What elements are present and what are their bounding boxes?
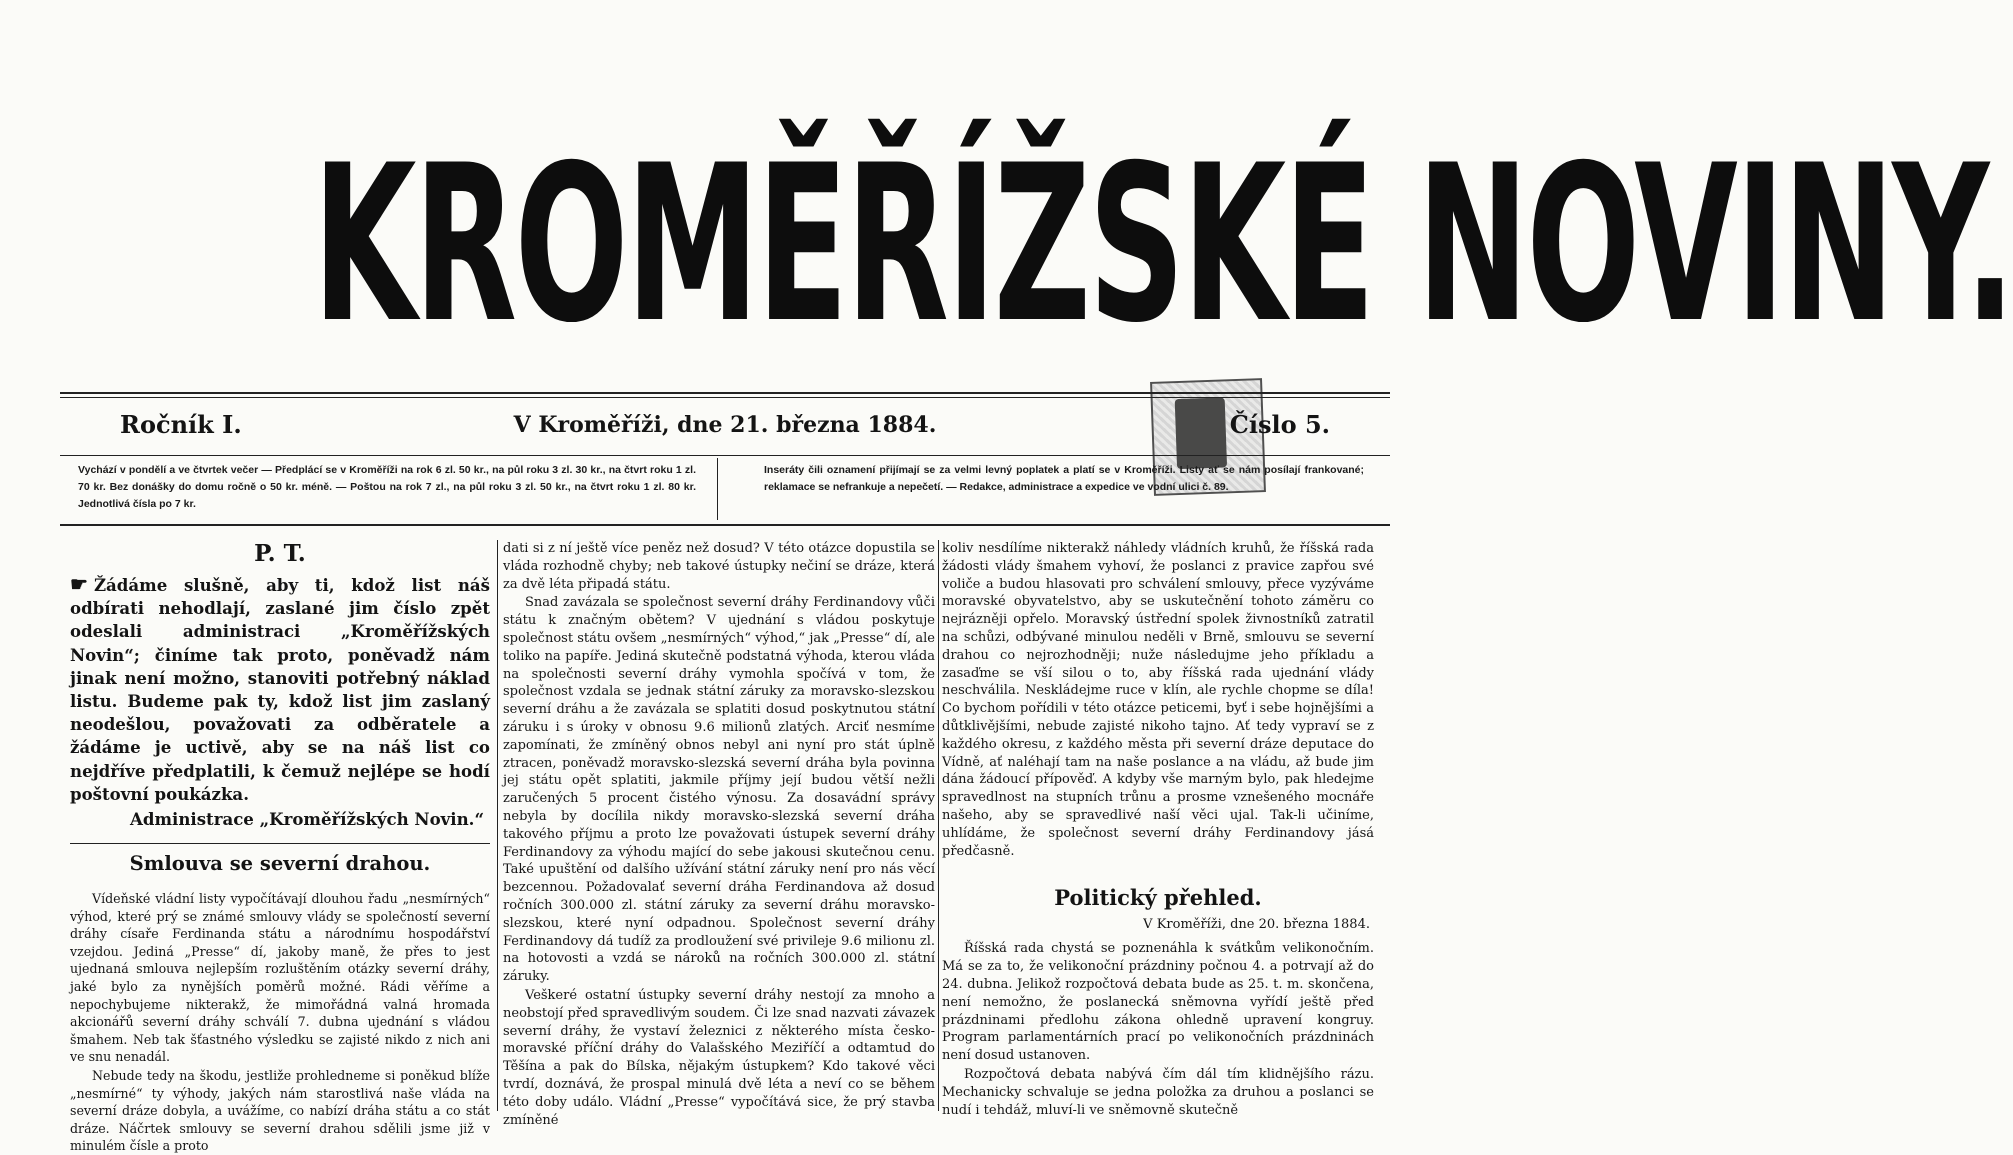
- article-title-politicky-prehled: Politický přehled.: [1054, 885, 1262, 911]
- article-paragraph: Vídeňské vládní listy vypočítávají dlouhou řadu „nesmírných“ výhod, které prý se známé smlouvy vlády se společností severní dráhy císaře Ferdinanda státu a národnímu hospodářství vzejdou. Jediná „Presse“ dí, jakoby maně, že přes to jest ujednaná smlouva nejlepším rozluštěním otázky severní dráhy, jaké bylo za nynějších poměrů možné. Rádi věříme a nepochybujeme nikterakž, že mimořádná valná hromada akcionářů severní dráhy schválí 7. dubna ujednání s vládou šmahem. Neb tak šťastného výsledku se zajisté nikdo z nich ani ve snu nenadál.: [70, 891, 490, 1065]
- column-1: [70, 540, 490, 1154]
- column-2: [503, 540, 935, 1128]
- masthead-rule-bottom: [60, 397, 1390, 398]
- pt-heading: P. T.: [254, 540, 306, 567]
- column-divider-1: [497, 540, 498, 1111]
- volume-label: Ročník I.: [120, 410, 242, 439]
- section-dateline: V Kroměříži, dne 20. března 1884.: [1143, 917, 1370, 933]
- column-3: [942, 540, 1374, 1118]
- masthead-title: KROMĚŘÍŽSKÉ NOVINY.: [312, 119, 2013, 370]
- notice-rule-top: [60, 455, 1390, 456]
- article-title-smlouva: Smlouva se severní drahou.: [129, 852, 431, 876]
- pt-signature: Administrace „Kroměřížských Novin.“: [129, 809, 484, 830]
- pt-notice-text: Žádáme slušně, aby ti, kdož list náš odbírati nehodlají, zaslané jim číslo zpět odeslali administraci „Kroměřížských Novin“; činíme tak proto, poněvadž nám jinak není možno, stanoviti potřebný náklad listu. Budeme pak ty, kdož list jim zaslaný neodešlou, považovati za odběratele a žádáme je uctivě, aby se na náš list co nejdříve předplatili, k čemuž nejlépe se hodí poštovní poukázka.: [70, 575, 490, 804]
- notice-rule-bottom: [60, 524, 1390, 526]
- subscription-notice: Vychází v pondělí a ve čtvrtek večer — Předplácí se v Kroměříži na rok 6 zl. 50 kr., na půl roku 3 zl. 30 kr., na čtvrt roku 1 zl. 70 kr. Bez donášky do domu ročně o 50 kr. méně. — Poštou na rok 7 zl., na půl roku 3 zl. 50 kr., na čtvrt roku 1 zl. 80 kr. Jednotlivá čísla po 7 kr.: [78, 464, 696, 510]
- pt-notice: [70, 574, 490, 806]
- article-paragraph: Rozpočtová debata nabývá čím dál tím klidnějšího rázu. Mechanicky schvaluje se jedna položka za druhou a poslanci se nudí i tehdáž, mluví-li ve sněmovně skutečně: [942, 1066, 1374, 1118]
- column-divider-2: [938, 540, 939, 1111]
- article-paragraph: dati si z ní ještě více peněz než dosud? V této otázce dopustila se vláda rozhodně chyby; neb takové ústupky nečiní se dráze, která za dvě léta připadá státu.: [503, 541, 935, 592]
- article-paragraph: Veškeré ostatní ústupky severní dráhy nestojí za mnoho a neobstojí před spravedlivým soudem. Či lze snad nazvati závazek severní dráhy, že vystaví železnici z některého místa česko-moravské příční dráhy do Valašského Meziříčí a odtamtud do Těšína a pak do Bílska, nějakým ústupkem? Kdo takové věci tvrdí, doznává, že prospal minulá dvě léta a neví co se během této doby událo. Vládní „Presse“ vypočítává sice, že prý stavba zmíněné: [503, 987, 935, 1128]
- section-rule: [70, 843, 490, 844]
- article-paragraph: koliv nesdílíme nikterakž náhledy vládních kruhů, že říšská rada žádosti vlády šmahem vyhoví, že poslanci z pravice zapřou své voliče a budou hlasovati pro schválení smlouvy, přece vyzýváme moravské obyvatelstvo, aby se uskutečnění tohoto záměru co nejrázněji opřelo. Moravský ústřední spolek živnostníků zatratil na schůzi, odbývané minulou neděli v Brně, smlouvu se severní drahou co nejrozhodněji; nuže následujme jeho příkladu a zasaďme se vší silou o to, aby říšská rada ujednání vlády neschválila. Neskládejme ruce v klín, ale rychle chopme se díla! Co bychom pořídili v této otázce peticemi, byť i sebe hojnějšími a důtklivějšími, nebude zajisté nikoho tajno. Ať tedy vypraví se z každého okresu, z každého města při severní dráze deputace do Vídně, ať naléhají tam na naše poslance a na vládu, až bude jim dána žádoucí přípověď. A kdyby vše marným bylo, pak hledejme spravedlnost na stupních trůnu a prosme vznešeného mocnáře našeho, aby se spravedlivé naší věci ujal. Tak-li učiníme, uhlídáme, že společnost severní dráhy Ferdinandovy jásá předčasně.: [942, 541, 1374, 859]
- article-paragraph: Nebude tedy na škodu, jestliže prohledneme si poněkud blíže „nesmírné“ ty výhody, jakých nám starostlivá naše vláda na severní dráze dobyla, a uvážíme, co nabízí dráha státu a co stát dráze. Náčrtek smlouvy se severní drahou sdělili jsme již v minulém čísle a proto: [70, 1067, 490, 1154]
- place-date: V Kroměříži, dne 21. března 1884.: [513, 412, 937, 438]
- pointing-hand-icon: ☛: [70, 572, 88, 596]
- masthead: [60, 108, 2013, 390]
- article-paragraph: Říšská rada chystá se poznenáhla k svátkům velikonočním. Má se za to, že velikonoční prázdniny počnou 4. a potrvají až do 24. dubna. Jelikož rozpočtová debata bude as 25. t. m. skončena, není nemožno, že poslanecká sněmovna vyřídí ještě před prázdninami předlohu zákona ohledně upravení kongruy. Program parlamentárních prací po velikonočních prázdninách není dosud ustanoven.: [942, 941, 1374, 1064]
- dateline: [60, 400, 1390, 450]
- advertising-notice: Inseráty čili oznamení přijímají se za velmi levný poplatek a platí se v Kroměříži. Listy ať se nám posílají frankované; reklamace se nefrankuje a nepečetí. — Redakce, administrace a expedice ve vodní ulici č. 89.: [764, 464, 1364, 493]
- masthead-rule-top: [60, 392, 1390, 394]
- issue-number: Číslo 5.: [1229, 410, 1330, 439]
- article-paragraph: Snad zavázala se společnost severní dráhy Ferdinandovy vůči státu k značným obětem? V ujednání s vládou poskytuje společnost státu ovšem „nesmírných“ výhod,“ jak „Presse“ dí, ale toliko na papíře. Jediná skutečně podstatná výhoda, kterou vláda na společnosti severní dráhy vymohla spočívá v tom, že společnost vzdala se jednak státní záruky za moravsko-slezskou severní dráhu a že zavázala se splatiti dosud poskytnutou státní záruku i s úroky v obnosu 9.6 milionů zlatých. Arciť nesmíme zapomínati, že zmíněný obnos nebyl ani nyní pro stát úplně ztracen, poněvadž moravsko-slezská severní dráha byla povinna jej státu opět splatiti, jakmile příjmy její budou větší nežli zaručených 5 procent čistého výnosu. Za dosavádní správy nebyla by docílila nikdy moravsko-slezská severní dráha takového příjmu a proto lze považovati ústupek severní dráhy Ferdinandovy za výhodu mající do sebe jakousi skutečnou cenu. Také upuštění od dalšího užívání státní záruky není pro nás věcí bezcennou. Požadovalať severní dráha Ferdinandova až dosud ročních 300.000 zl. státní záruky za severní dráhu moravsko-slezskou, které nyní odpadnou. Společnost severní dráhy Ferdinandovy dá tudíž za prodloužení své privileje 9.6 milionu zl. na hotovosti a vzdá se nároků na ročních 300.000 zl. státní záruky.: [503, 595, 935, 985]
- notice-divider: [717, 458, 718, 520]
